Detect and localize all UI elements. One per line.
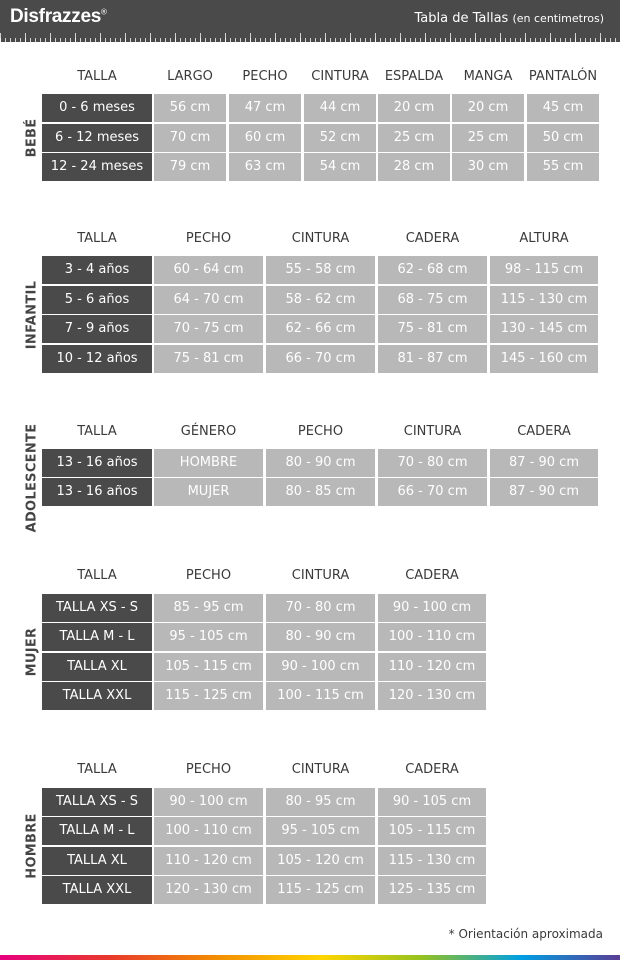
size-label-cell: 13 - 16 años (42, 478, 152, 506)
column-header: CINTURA (291, 568, 350, 583)
measurement-cell: 55 - 58 cm (266, 256, 375, 284)
measurement-cell: 81 - 87 cm (378, 345, 487, 373)
column-header: CADERA (517, 424, 571, 439)
column-header: CADERA (405, 231, 460, 246)
measurement-cell: 115 - 125 cm (154, 682, 263, 710)
measurement-cell: 30 cm (452, 153, 524, 181)
measurement-cell: 80 - 90 cm (266, 449, 375, 477)
measurement-cell: 70 - 75 cm (154, 315, 263, 343)
measurement-cell: 44 cm (304, 94, 376, 122)
measurement-cell: 80 - 90 cm (266, 623, 375, 651)
size-label-cell: TALLA M - L (42, 623, 152, 651)
column-header: PECHO (297, 424, 344, 439)
column-header: PECHO (185, 568, 232, 583)
size-label-cell: TALLA XXL (42, 682, 152, 710)
measurement-cell: 120 - 130 cm (378, 682, 486, 710)
measurement-cell: 80 - 95 cm (266, 788, 375, 816)
size-label-cell: TALLA XS - S (42, 594, 152, 622)
measurement-cell: 145 - 160 cm (490, 345, 598, 373)
measurement-cell: 90 - 100 cm (378, 594, 486, 622)
size-label-cell: TALLA M - L (42, 817, 152, 845)
size-label-cell: 10 - 12 años (42, 345, 152, 373)
section-label-bebe: BEBÉ (24, 118, 40, 157)
measurement-cell: 25 cm (378, 124, 450, 152)
measurement-cell: 68 - 75 cm (378, 286, 487, 314)
measurement-cell: 70 cm (154, 124, 226, 152)
measurement-cell: 120 - 130 cm (154, 876, 263, 904)
column-header: PECHO (185, 231, 232, 246)
size-label-cell: 0 - 6 meses (42, 94, 152, 122)
size-label-cell: 5 - 6 años (42, 286, 152, 314)
size-label-cell: TALLA XS - S (42, 788, 152, 816)
measurement-cell: 70 - 80 cm (378, 449, 487, 477)
column-header: PECHO (242, 69, 288, 84)
measurement-cell: 20 cm (452, 94, 524, 122)
measurement-cell: HOMBRE (154, 449, 263, 477)
measurement-cell: 115 - 125 cm (266, 876, 375, 904)
column-header: CADERA (405, 762, 459, 777)
measurement-cell: 105 - 115 cm (378, 817, 486, 845)
measurement-cell: 80 - 85 cm (266, 478, 375, 506)
measurement-cell: 20 cm (378, 94, 450, 122)
measurement-cell: 75 - 81 cm (378, 315, 487, 343)
column-header: LARGO (167, 69, 213, 84)
measurement-cell: 62 - 68 cm (378, 256, 487, 284)
size-label-cell: 6 - 12 meses (42, 124, 152, 152)
section-label-adolescente: ADOLESCENTE (24, 423, 40, 532)
measurement-cell: 95 - 105 cm (266, 817, 375, 845)
measurement-cell: 110 - 120 cm (378, 653, 486, 681)
measurement-cell: 28 cm (378, 153, 450, 181)
header-bar (0, 0, 620, 42)
column-header: CINTURA (291, 231, 350, 246)
section-label-hombre: HOMBRE (24, 813, 40, 879)
measurement-cell: 115 - 130 cm (490, 286, 598, 314)
column-header: CINTURA (403, 424, 462, 439)
measurement-cell: 63 cm (229, 153, 301, 181)
size-label-cell: TALLA XL (42, 847, 152, 875)
measurement-cell: 105 - 115 cm (154, 653, 263, 681)
section-label-mujer: MUJER (24, 627, 40, 677)
column-header: ALTURA (519, 231, 569, 246)
size-label-cell: 3 - 4 años (42, 256, 152, 284)
measurement-cell: 25 cm (452, 124, 524, 152)
size-label-cell: TALLA XL (42, 653, 152, 681)
measurement-cell: 45 cm (527, 94, 599, 122)
measurement-cell: 85 - 95 cm (154, 594, 263, 622)
measurement-cell: 64 - 70 cm (154, 286, 263, 314)
measurement-cell: 87 - 90 cm (490, 449, 598, 477)
measurement-cell: 110 - 120 cm (154, 847, 263, 875)
measurement-cell: 60 - 64 cm (154, 256, 263, 284)
measurement-cell: 125 - 135 cm (378, 876, 486, 904)
title-subtitle: (en centimetros) (512, 12, 604, 25)
size-label-cell: 13 - 16 años (42, 449, 152, 477)
column-header: TALLA (77, 762, 117, 777)
size-label-cell: 12 - 24 meses (42, 153, 152, 181)
ruler-decoration (0, 30, 620, 42)
measurement-cell: 54 cm (304, 153, 376, 181)
column-header: CADERA (405, 568, 459, 583)
column-header: TALLA (77, 231, 117, 246)
measurement-cell: 50 cm (527, 124, 599, 152)
measurement-cell: 90 - 105 cm (378, 788, 486, 816)
measurement-cell: 47 cm (229, 94, 301, 122)
section-label-infantil: INFANTIL (24, 280, 40, 349)
column-header: PECHO (185, 762, 232, 777)
measurement-cell: 115 - 130 cm (378, 847, 486, 875)
measurement-cell: 79 cm (154, 153, 226, 181)
column-header: GÉNERO (180, 424, 237, 439)
measurement-cell: 66 - 70 cm (378, 478, 487, 506)
measurement-cell: 105 - 120 cm (266, 847, 375, 875)
column-header: TALLA (77, 568, 117, 583)
measurement-cell: 70 - 80 cm (266, 594, 375, 622)
footnote: * Orientación aproximada (448, 927, 603, 941)
size-label-cell: 7 - 9 años (42, 315, 152, 343)
measurement-cell: 58 - 62 cm (266, 286, 375, 314)
measurement-cell: 100 - 110 cm (378, 623, 486, 651)
measurement-cell: 95 - 105 cm (154, 623, 263, 651)
measurement-cell: 130 - 145 cm (490, 315, 598, 343)
column-header: TALLA (77, 424, 117, 439)
measurement-cell: 55 cm (527, 153, 599, 181)
measurement-cell: 52 cm (304, 124, 376, 152)
brand-logo[interactable]: Disfrazzes® (10, 6, 107, 27)
measurement-cell: MUJER (154, 478, 263, 506)
measurement-cell: 100 - 115 cm (266, 682, 375, 710)
column-header: ESPALDA (384, 69, 444, 84)
page-title (415, 11, 604, 26)
column-header: MANGA (463, 69, 513, 84)
title-text: Tabla de Tallas (414, 11, 509, 26)
size-label-cell: TALLA XXL (42, 876, 152, 904)
measurement-cell: 98 - 115 cm (490, 256, 598, 284)
measurement-cell: 100 - 110 cm (154, 817, 263, 845)
rainbow-stripe (0, 955, 620, 960)
measurement-cell: 56 cm (154, 94, 226, 122)
measurement-cell: 90 - 100 cm (154, 788, 263, 816)
measurement-cell: 75 - 81 cm (154, 345, 263, 373)
column-header: PANTALÓN (528, 69, 598, 84)
measurement-cell: 87 - 90 cm (490, 478, 598, 506)
measurement-cell: 66 - 70 cm (266, 345, 375, 373)
column-header: TALLA (77, 69, 117, 84)
column-header: CINTURA (311, 69, 369, 84)
measurement-cell: 62 - 66 cm (266, 315, 375, 343)
column-header: CINTURA (291, 762, 350, 777)
measurement-cell: 60 cm (229, 124, 301, 152)
measurement-cell: 90 - 100 cm (266, 653, 375, 681)
